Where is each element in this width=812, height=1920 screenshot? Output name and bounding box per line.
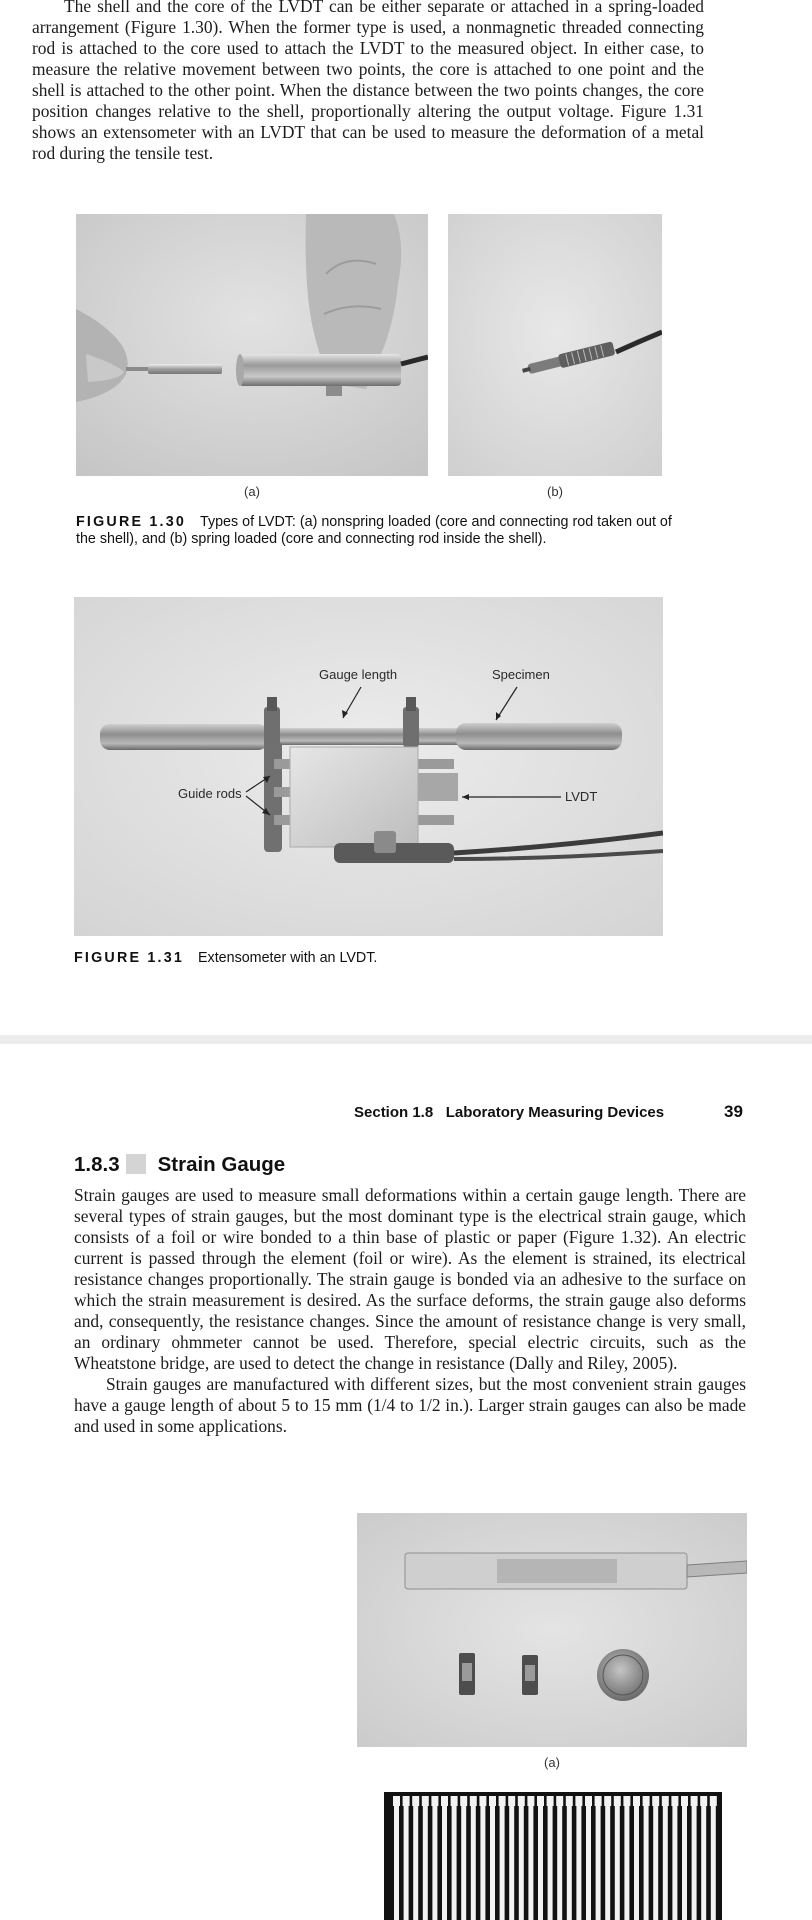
lvdt-annotation: LVDT [565,789,598,804]
figure-1-30-label-a: (a) [244,484,260,499]
figure-1-31-caption-text: Extensometer with an LVDT. [198,950,378,966]
figure-1-31-caption [74,950,674,967]
lvdt-spring-loaded-photo [448,214,662,476]
figure-1-30-caption-text: Types of LVDT: (a) nonspring loaded (core and connecting rod taken out of the shell), and (b) spring loaded (core and connecting rod inside the shell). [76,514,672,547]
section-title: Strain Gauge [157,1153,286,1176]
section-heading [74,1153,285,1177]
strain-gauge-text [74,1185,746,1437]
lvdt-nonspring-photo [76,214,428,476]
figure-1-30-label-b: (b) [547,484,563,499]
strain-gauge-paragraph-1: Strain gauges are used to measure small deformations within a certain gauge length. There are several types of strain gauges, but the most dominant type is the electrical strain gauge, which consists of a foil or wire bonded to a thin base of plastic or paper (Figure 1.32). An electric current is passed through the element (foil or wire). As the element is strained, its electrical resistance changes proportionally. The strain gauge is bonded via an adhesive to the surface on which the strain measurement is desired. As the surface deforms, the strain gauge also deforms and, consequently, the resistance changes. Since the amount of resistance change is very small, an ordinary ohmmeter cannot be used. Therefore, special electric circuits, such as the Wheatstone bridge, are used to detect the change in resistance (Dally and Riley, 2005). [74,1185,746,1373]
section-number: 1.8.3 [74,1153,120,1176]
figure-1-30-label: FIGURE 1.30 [76,514,187,530]
strain-gauges-photo [357,1513,747,1747]
extensometer-photo [74,597,663,936]
page-number: 39 [724,1102,743,1121]
figure-1-32-label-a: (a) [544,1755,560,1770]
specimen-annotation: Specimen [492,667,550,682]
strain-gauge-paragraph-2: Strain gauges are manufactured with different sizes, but the most convenient strain gauges have a gauge length of about 5 to 15 mm (1/4 to 1/2 in.). Larger strain gauges can also be made and used in some applications. [74,1374,746,1436]
guide-rods-annotation: Guide rods [178,786,242,801]
figure-1-30-caption [76,514,676,548]
gauge-length-annotation: Gauge length [319,667,398,682]
figure-1-31-label: FIGURE 1.31 [74,950,185,966]
running-head: Section 1.8 Laboratory Measuring Devices [354,1104,665,1121]
page-separator [0,1035,812,1044]
body-paragraph-lvdt: The shell and the core of the LVDT can be either separate or attached in a spring-loaded arrangement (Figure 1.30). When the former type is used, a nonmagnetic threaded connecting rod is attached to the core used to attach the LVDT to the measured object. In either case, to measure the relative movement between two points, the core is attached to one point and the shell is attached to the other point. When the distance between the two points changes, the core position changes relative to the shell, proportionally altering the output voltage. Figure 1.31 shows an extensometer with an LVDT that can be used to measure the deformation of a metal rod during the tensile test. [32,0,704,163]
section-marker [126,1154,146,1174]
strain-gauge-foil-grid [384,1792,722,1920]
